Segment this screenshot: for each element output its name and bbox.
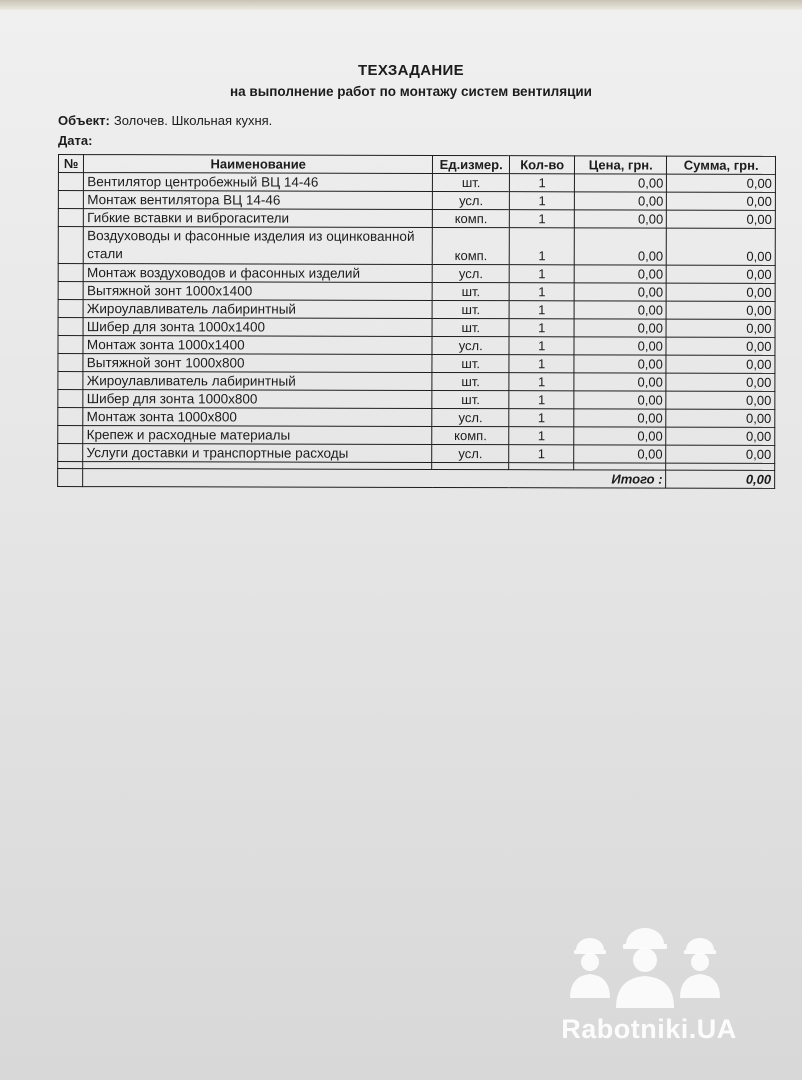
- workers-helmet-icon: [568, 928, 728, 1010]
- row-no-cell: [58, 318, 83, 336]
- item-qty: 1: [509, 409, 574, 427]
- item-name: Шибер для зонта 1000х1400: [83, 318, 432, 337]
- item-qty: 1: [510, 210, 575, 228]
- item-unit: шт.: [432, 390, 509, 408]
- total-no-cell: [58, 469, 83, 487]
- table-row: [58, 426, 775, 446]
- table-header-row: [58, 155, 775, 175]
- item-sum: 0,00: [667, 228, 776, 265]
- item-name: Услуги доставки и транспортные расходы: [83, 444, 432, 463]
- row-no-cell: [58, 336, 83, 354]
- row-no-cell: [58, 408, 83, 426]
- item-sum: 0,00: [666, 391, 775, 409]
- document-title: ТЕХЗАДАНИЕ: [358, 62, 464, 79]
- item-unit: усл.: [433, 191, 510, 209]
- item-price: 0,00: [574, 391, 666, 409]
- item-qty: 1: [510, 174, 575, 192]
- item-name: Воздуховоды и фасонные изделия из оцинкованной стали: [84, 227, 433, 265]
- item-unit: шт.: [433, 173, 510, 191]
- table-row: [58, 264, 775, 284]
- item-price: 0,00: [574, 355, 666, 373]
- item-qty: 1: [509, 319, 574, 337]
- item-price: 0,00: [574, 319, 666, 337]
- item-name: Монтаж вентилятора ВЦ 14-46: [84, 191, 433, 210]
- item-sum: 0,00: [666, 337, 775, 355]
- item-unit: усл.: [432, 264, 509, 282]
- item-qty: 1: [509, 265, 574, 283]
- item-sum: 0,00: [667, 301, 776, 319]
- date-label: Дата:: [58, 133, 93, 148]
- header-no: №: [58, 155, 83, 173]
- item-unit: шт.: [432, 354, 509, 372]
- item-name: Шибер для зонта 1000х800: [83, 390, 432, 409]
- item-unit: шт.: [432, 300, 509, 318]
- item-price: 0,00: [575, 174, 667, 192]
- watermark-text: Rabotniki.UA: [561, 1014, 737, 1044]
- item-unit: усл.: [432, 336, 509, 354]
- item-price: 0,00: [574, 283, 666, 301]
- item-unit: усл.: [432, 444, 509, 462]
- total-row: [58, 469, 775, 489]
- item-qty: 1: [509, 391, 574, 409]
- table-row: [58, 209, 775, 229]
- item-qty: 1: [509, 301, 574, 319]
- row-no-cell: [58, 173, 83, 191]
- item-qty: 1: [509, 427, 574, 445]
- item-qty: 1: [510, 192, 575, 210]
- row-no-cell: [58, 264, 83, 282]
- item-name: Гибкие вставки и виброгасители: [84, 209, 433, 228]
- item-name: Вентилятор центробежный ВЦ 14-46: [84, 173, 433, 192]
- item-price: 0,00: [574, 373, 666, 391]
- item-price: 0,00: [574, 210, 666, 228]
- item-name: Вытяжной зонт 1000х800: [83, 354, 432, 373]
- row-no-cell: [58, 191, 83, 209]
- total-label: Итого :: [83, 469, 666, 489]
- spacer-cell: [58, 462, 83, 469]
- row-no-cell: [58, 372, 83, 390]
- row-no-cell: [58, 282, 83, 300]
- item-name: Монтаж зонта 1000х800: [83, 408, 432, 427]
- header-sum: Сумма, грн.: [667, 156, 776, 174]
- total-value: 0,00: [666, 470, 775, 488]
- header-unit: Ед.измер.: [433, 155, 510, 173]
- item-sum: 0,00: [666, 319, 775, 337]
- item-price: 0,00: [574, 301, 666, 319]
- item-name: Монтаж воздуховодов и фасонных изделий: [84, 264, 433, 283]
- item-unit: комп.: [432, 227, 509, 264]
- item-qty: 1: [509, 337, 574, 355]
- item-sum: 0,00: [667, 210, 776, 228]
- row-no-cell: [58, 209, 83, 227]
- item-price: 0,00: [574, 265, 666, 283]
- object-line: [58, 113, 272, 128]
- item-sum: 0,00: [667, 174, 776, 192]
- item-price: 0,00: [574, 337, 666, 355]
- item-price: 0,00: [574, 409, 666, 427]
- object-value: Золочев. Школьная кухня.: [113, 113, 273, 128]
- date-line: [58, 133, 96, 148]
- table-row: [58, 191, 775, 211]
- item-sum: 0,00: [666, 373, 775, 391]
- table-row: [58, 336, 775, 356]
- item-qty: 1: [509, 355, 574, 373]
- item-sum: 0,00: [667, 283, 776, 301]
- item-name: Жироулавливатель лабиринтный: [83, 300, 432, 319]
- item-qty: 1: [509, 445, 574, 463]
- table-row: [58, 408, 775, 428]
- table-row: [58, 227, 775, 266]
- header-name: Наименование: [84, 155, 433, 174]
- item-qty: 1: [509, 283, 574, 301]
- sheet-top-edge: [0, 0, 802, 10]
- row-no-cell: [58, 227, 83, 264]
- item-unit: комп.: [433, 209, 510, 227]
- row-no-cell: [58, 426, 83, 444]
- item-name: Вытяжной зонт 1000х1400: [83, 282, 432, 301]
- object-label: Объект:: [58, 113, 110, 128]
- item-price: 0,00: [574, 427, 666, 445]
- specification-table: [57, 154, 776, 489]
- row-no-cell: [58, 354, 83, 372]
- item-sum: 0,00: [667, 265, 776, 283]
- row-no-cell: [58, 390, 83, 408]
- item-price: 0,00: [574, 228, 666, 265]
- item-name: Монтаж зонта 1000х1400: [83, 336, 432, 355]
- item-sum: 0,00: [666, 445, 775, 463]
- item-name: Жироулавливатель лабиринтный: [83, 372, 432, 391]
- table-row: [58, 390, 775, 410]
- item-unit: шт.: [432, 282, 509, 300]
- item-unit: шт.: [432, 372, 509, 390]
- table-row: [58, 444, 775, 464]
- item-unit: усл.: [432, 408, 509, 426]
- table-row: [58, 282, 775, 302]
- item-qty: 1: [509, 228, 574, 265]
- item-name: Крепеж и расходные материалы: [83, 426, 432, 445]
- item-sum: 0,00: [667, 192, 776, 210]
- item-sum: 0,00: [666, 427, 775, 445]
- table-row: [58, 354, 775, 374]
- row-no-cell: [58, 444, 83, 462]
- header-price: Цена, грн.: [575, 156, 667, 174]
- item-unit: комп.: [432, 426, 509, 444]
- item-sum: 0,00: [666, 355, 775, 373]
- table-row: [58, 300, 775, 320]
- table-row: [58, 318, 775, 338]
- table-row: [58, 372, 775, 392]
- row-no-cell: [58, 300, 83, 318]
- watermark: [526, 928, 772, 1058]
- item-qty: 1: [509, 373, 574, 391]
- item-sum: 0,00: [666, 409, 775, 427]
- item-price: 0,00: [575, 192, 667, 210]
- item-price: 0,00: [574, 445, 666, 463]
- table-row: [58, 173, 775, 193]
- header-qty: Кол-во: [510, 156, 575, 174]
- item-unit: шт.: [432, 318, 509, 336]
- document-subtitle: на выполнение работ по монтажу систем вентиляции: [230, 84, 592, 99]
